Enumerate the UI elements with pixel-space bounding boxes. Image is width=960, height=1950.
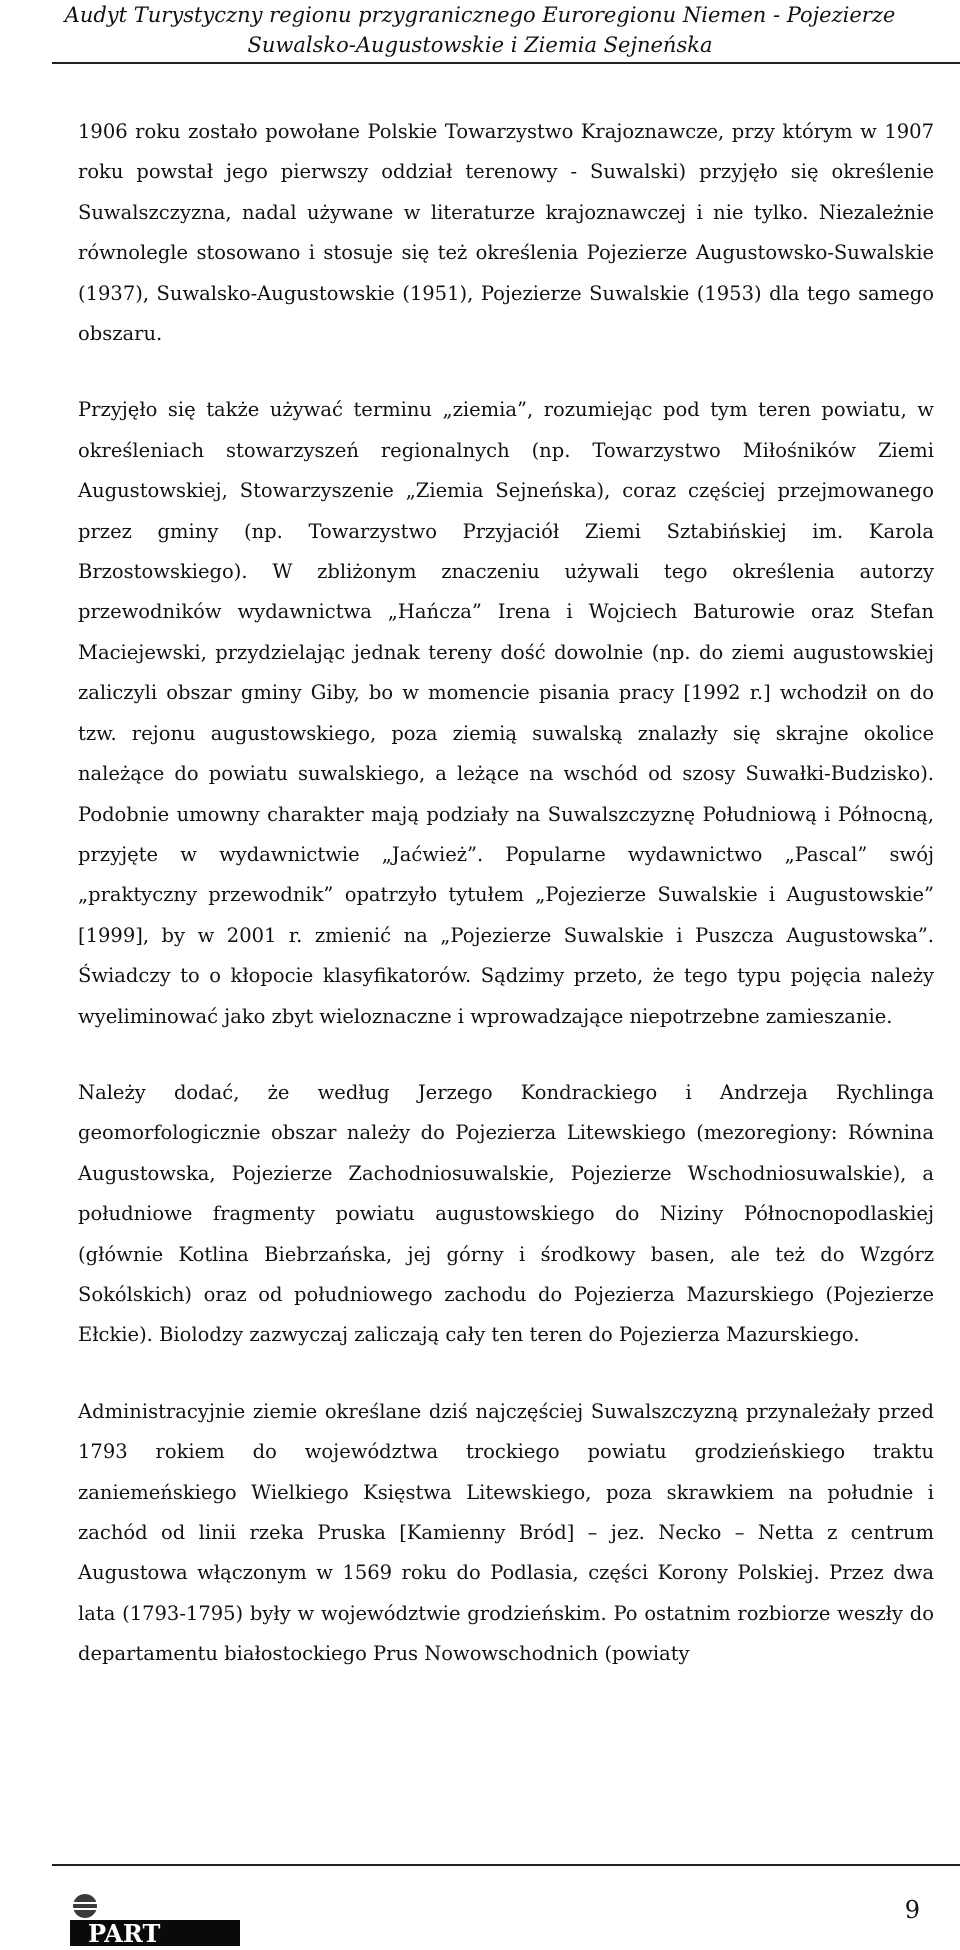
footer-divider bbox=[52, 1864, 960, 1866]
header-title-line-2: Suwalsko-Augustowskie i Ziemia Sejneńska bbox=[247, 33, 713, 57]
part-logo-graphic bbox=[70, 1890, 240, 1948]
header-title-line-1: Audyt Turystyczny regionu przygranicznego Euroregionu Niemen - Pojezierze bbox=[64, 3, 896, 27]
page-number: 9 bbox=[904, 1896, 920, 1924]
header-divider bbox=[52, 62, 960, 64]
paragraph-2: Przyjęło się także używać terminu „ziemia”, rozumiejąc pod tym teren powiatu, w określeniach stowarzyszeń regionalnych (np. Towarzystwo Miłośników Ziemi Augustowskiej, Stowarzyszenie „Ziemia Sejneńska), coraz częściej przejmowanego przez gminy (np. Towarzystwo Przyjaciół Ziemi Sztabińskiej im. Karola Brzostowskiego). W zbliżonym znaczeniu używali tego określenia autorzy przewodników wydawnictwa „Hańcza” Irena i Wojciech Baturowie oraz Stefan Maciejewski, przydzielając jednak tereny dość dowolnie (np. do ziemi augustowskiej zaliczyli obszar gminy Giby, bo w momencie pisania pracy [1992 r.] wchodził on do tzw. rejonu augustowskiego, poza ziemią suwalską znalazły się skrajne okolice należące do powiatu suwalskiego, a leżące na wschód od szosy Suwałki-Budzisko). Podobnie umowny charakter mają podziały na Suwalszczyznę Południową i Północną, przyjęte w wydawnictwie „Jaćwież”. Popularne wydawnictwo „Pascal” swój „praktyczny przewodnik” opatrzyło tytułem „Pojezierze Suwalskie i Augustowskie” [1999], by w 2001 r. zmienić na „Pojezierze Suwalskie i Puszcza Augustowska”. Świadczy to o kłopocie klasyfikatorów. Sądzimy przeto, że tego typu pojęcia należy wyeliminować jako zbyt wieloznaczne i wprowadzające niepotrzebne zamieszanie. bbox=[78, 398, 934, 1028]
running-header bbox=[0, 0, 960, 60]
logo-text: PART bbox=[88, 1919, 161, 1948]
paragraph-3: Należy dodać, że według Jerzego Kondrackiego i Andrzeja Rychlinga geomorfologicznie obszar należy do Pojezierza Litewskiego (mezoregiony: Równina Augustowska, Pojezierze Zachodniosuwalskie, Pojezierze Wschodniosuwalskie), a południowe fragmenty powiatu augustowskiego do Niziny Północnopodlaskiej (głównie Kotlina Biebrzańska, jej górny i środkowy basen, ale też do Wzgórz Sokólskich) oraz od południowego zachodu do Pojezierza Mazurskiego (Pojezierze Ełckie). Biolodzy zazwyczaj zaliczają cały ten teren do Pojezierza Mazurskiego. bbox=[78, 1080, 934, 1347]
part-logo bbox=[70, 1890, 240, 1948]
paragraph-1: 1906 roku zostało powołane Polskie Towarzystwo Krajoznawcze, przy którym w 1907 roku powstał jego pierwszy oddział terenowy - Suwalski) przyjęło się określenie Suwalszczyzna, nadal używane w literaturze krajoznawczej i nie tylko. Niezależnie równolegle stosowano i stosuje się też określenia Pojezierze Augustowsko-Suwalskie (1937), Suwalsko-Augustowskie (1951), Pojezierze Suwalskie (1953) dla tego samego obszaru. bbox=[78, 120, 934, 346]
paragraph-4: Administracyjnie ziemie określane dziś najczęściej Suwalszczyzną przynależały przed 1793 rokiem do województwa trockiego powiatu grodzieńskiego traktu zaniemeńskiego Wielkiego Księstwa Litewskiego, poza skrawkiem na południe i zachód od linii rzeka Pruska [Kamienny Bród] – jez. Necko – Netta z centrum Augustowa włączonym w 1569 roku do Podlasia, części Korony Polskiej. Przez dwa lata (1793-1795) były w województwie grodzieńskim. Po ostatnim rozbiorze weszły do departamentu białostockiego Prus Nowowschodnich (powiaty bbox=[78, 1399, 934, 1666]
document-body bbox=[78, 112, 934, 1711]
